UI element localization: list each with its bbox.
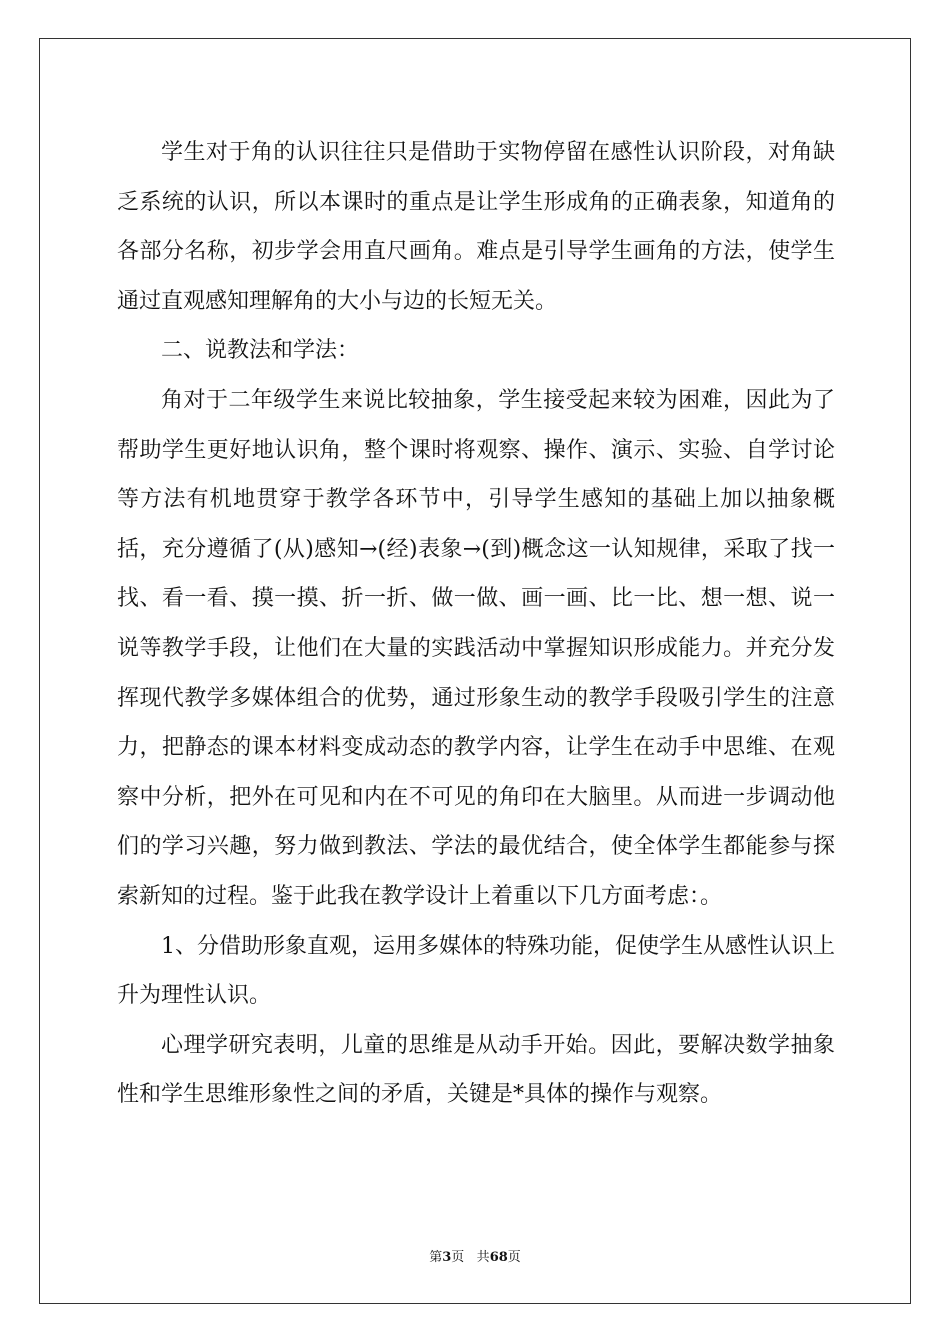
paragraph-point-one: 1、分借助形象直观，运用多媒体的特殊功能，促使学生从感性认识上升为理性认识。 — [117, 933, 835, 1009]
page-footer — [0, 1246, 950, 1265]
section-heading-teaching-methods: 二、说教法和学法： — [161, 338, 360, 364]
paragraph-psychology: 心理学研究表明，儿童的思维是从动手开始。因此，要解决数学抽象性和学生思维形象性之间的矛盾，关键是*具体的操作与观察。 — [117, 1032, 835, 1108]
paragraph-teaching-methods: 角对于二年级学生来说比较抽象，学生接受起来较为困难，因此为了帮助学生更好地认识角，整个课时将观察、操作、演示、实验、自学讨论等方法有机地贯穿于教学各环节中，引导学生感知的基础上加以抽象概括，充分遵循了(从)感知→(经)表象→(到)概念这一认知规律，采取了找一找、看一看、摸一摸、折一折、做一做、画一画、比一比、想一想、说一说等教学手段，让他们在大量的实践活动中掌握知识形成能力。并充分发挥现代教学多媒体组合的优势，通过形象生动的教学手段吸引学生的注意力，把静态的课本材料变成动态的教学内容，让学生在动手中思维、在观察中分析，把外在可见和内在不可见的角印在大脑里。从而进一步调动他们的学习兴趣，努力做到教法、学法的最优结合，使全体学生都能参与探索新知的过程。鉴于此我在教学设计上着重以下几方面考虑：。 — [117, 387, 835, 909]
footer-page-prefix: 第 — [429, 1250, 443, 1265]
footer-page-number: 3 — [442, 1250, 452, 1265]
paragraph-key-points: 学生对于角的认识往往只是借助于实物停留在感性认识阶段，对角缺乏系统的认识，所以本课时的重点是让学生形成角的正确表象，知道角的各部分名称，初步学会用直尺画角。难点是引导学生画角的方法，使学生通过直观感知理解角的大小与边的长短无关。 — [117, 140, 835, 314]
footer-total-pages: 68 — [489, 1250, 508, 1265]
footer-total-suffix: 页 — [507, 1250, 521, 1265]
footer-total-prefix: 共 — [476, 1250, 490, 1265]
footer-page-suffix: 页 — [451, 1250, 465, 1265]
document-body — [117, 128, 835, 1120]
